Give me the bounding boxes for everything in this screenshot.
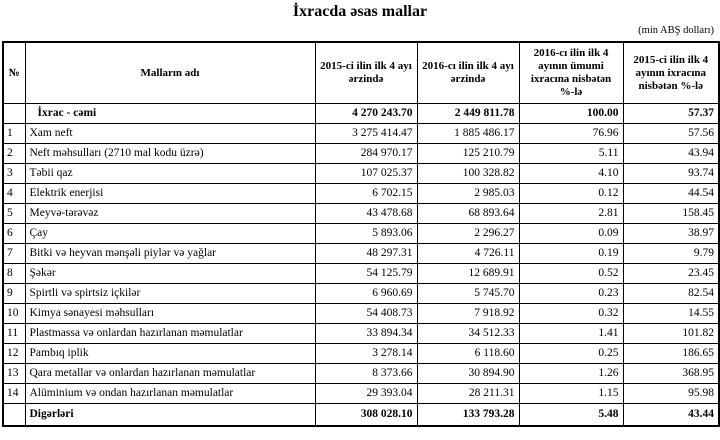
cell-2016: 68 893.64 xyxy=(417,204,519,224)
total-share: 100.00 xyxy=(519,104,623,124)
others-no xyxy=(3,404,25,427)
cell-2016: 100 328.82 xyxy=(417,164,519,184)
cell-2015: 54 125.79 xyxy=(315,264,417,284)
cell-2016: 7 918.92 xyxy=(417,304,519,324)
cell-ratio: 14.55 xyxy=(623,304,719,324)
cell-ratio: 43.94 xyxy=(623,144,719,164)
cell-ratio: 101.82 xyxy=(623,324,719,344)
cell-share: 0.25 xyxy=(519,344,623,364)
cell-2015: 29 393.04 xyxy=(315,384,417,404)
cell-share: 0.32 xyxy=(519,304,623,324)
cell-2015: 6 960.69 xyxy=(315,284,417,304)
cell-name: Şəkər xyxy=(25,264,315,284)
cell-2016: 4 726.11 xyxy=(417,244,519,264)
cell-name: Bitki və heyvan mənşəli piylər və yağlar xyxy=(25,244,315,264)
others-share: 5.48 xyxy=(519,404,623,427)
table-row xyxy=(3,264,719,284)
table-row xyxy=(3,324,719,344)
total-2015: 4 270 243.70 xyxy=(315,104,417,124)
others-name: Digərləri xyxy=(25,404,315,427)
cell-ratio: 158.45 xyxy=(623,204,719,224)
cell-2016: 2 985.03 xyxy=(417,184,519,204)
total-ratio: 57.37 xyxy=(623,104,719,124)
cell-2016: 6 118.60 xyxy=(417,344,519,364)
cell-name: Alüminium və ondan hazırlanan məmulatlar xyxy=(25,384,315,404)
cell-share: 5.11 xyxy=(519,144,623,164)
table-row xyxy=(3,384,719,404)
table-row xyxy=(3,184,719,204)
cell-share: 0.23 xyxy=(519,284,623,304)
header-share: 2016-cı ilin ilk 4 ayının ümumi ixracına nisbətən %-lə xyxy=(519,42,623,104)
cell-name: Kimya sənayesi məhsulları xyxy=(25,304,315,324)
others-2016: 133 793.28 xyxy=(417,404,519,427)
cell-no: 4 xyxy=(3,184,25,204)
cell-no: 3 xyxy=(3,164,25,184)
cell-2016: 2 296.27 xyxy=(417,224,519,244)
cell-2015: 107 025.37 xyxy=(315,164,417,184)
cell-2015: 5 893.06 xyxy=(315,224,417,244)
cell-2016: 34 512.33 xyxy=(417,324,519,344)
others-2015: 308 028.10 xyxy=(315,404,417,427)
cell-2016: 28 211.31 xyxy=(417,384,519,404)
table-row xyxy=(3,284,719,304)
total-no xyxy=(3,104,25,124)
unit-label: (min ABŞ dolları) xyxy=(638,25,714,36)
cell-name: Neft məhsulları (2710 mal kodu üzrə) xyxy=(25,144,315,164)
cell-2015: 3 278.14 xyxy=(315,344,417,364)
cell-share: 0.12 xyxy=(519,184,623,204)
others-ratio: 43.44 xyxy=(623,404,719,427)
total-name: İxrac - cəmi xyxy=(25,104,315,124)
page-title: İxracda əsas mallar xyxy=(292,3,428,20)
cell-name: Elektrik enerjisi xyxy=(25,184,315,204)
cell-ratio: 82.54 xyxy=(623,284,719,304)
total-2016: 2 449 811.78 xyxy=(417,104,519,124)
table-row xyxy=(3,124,719,144)
table-row xyxy=(3,304,719,324)
table-row xyxy=(3,244,719,264)
cell-no: 13 xyxy=(3,364,25,384)
cell-name: Meyvə-tərəvəz xyxy=(25,204,315,224)
cell-no: 6 xyxy=(3,224,25,244)
others-row xyxy=(3,404,719,427)
cell-share: 1.26 xyxy=(519,364,623,384)
table-row xyxy=(3,204,719,224)
cell-share: 76.96 xyxy=(519,124,623,144)
cell-no: 9 xyxy=(3,284,25,304)
cell-2015: 8 373.66 xyxy=(315,364,417,384)
cell-no: 14 xyxy=(3,384,25,404)
cell-no: 1 xyxy=(3,124,25,144)
cell-2015: 6 702.15 xyxy=(315,184,417,204)
cell-ratio: 9.79 xyxy=(623,244,719,264)
cell-no: 2 xyxy=(3,144,25,164)
header-name: Malların adı xyxy=(25,42,315,104)
cell-name: Təbii qaz xyxy=(25,164,315,184)
cell-share: 0.09 xyxy=(519,224,623,244)
cell-2015: 3 275 414.47 xyxy=(315,124,417,144)
header-2015: 2015-ci ilin ilk 4 ayı ərzində xyxy=(315,42,417,104)
cell-ratio: 186.65 xyxy=(623,344,719,364)
cell-ratio: 23.45 xyxy=(623,264,719,284)
cell-ratio: 95.98 xyxy=(623,384,719,404)
cell-no: 7 xyxy=(3,244,25,264)
table-row xyxy=(3,144,719,164)
table-row xyxy=(3,224,719,244)
table-row xyxy=(3,344,719,364)
cell-share: 0.19 xyxy=(519,244,623,264)
cell-share: 4.10 xyxy=(519,164,623,184)
table-row xyxy=(3,164,719,184)
cell-2016: 125 210.79 xyxy=(417,144,519,164)
cell-no: 5 xyxy=(3,204,25,224)
cell-2015: 48 297.31 xyxy=(315,244,417,264)
cell-share: 2.81 xyxy=(519,204,623,224)
cell-share: 1.41 xyxy=(519,324,623,344)
cell-2016: 30 894.90 xyxy=(417,364,519,384)
exports-table xyxy=(2,41,720,427)
cell-name: Pambıq iplik xyxy=(25,344,315,364)
cell-2016: 12 689.91 xyxy=(417,264,519,284)
cell-2015: 43 478.68 xyxy=(315,204,417,224)
cell-2015: 54 408.73 xyxy=(315,304,417,324)
cell-2015: 284 970.17 xyxy=(315,144,417,164)
header-2016: 2016-cı ilin ilk 4 ayı ərzində xyxy=(417,42,519,104)
cell-ratio: 93.74 xyxy=(623,164,719,184)
cell-ratio: 368.95 xyxy=(623,364,719,384)
cell-2015: 33 894.34 xyxy=(315,324,417,344)
cell-ratio: 38.97 xyxy=(623,224,719,244)
header-no: № xyxy=(3,42,25,104)
cell-name: Plastmassa və onlardan hazırlanan məmulatlar xyxy=(25,324,315,344)
cell-no: 8 xyxy=(3,264,25,284)
cell-name: Çay xyxy=(25,224,315,244)
total-row xyxy=(3,104,719,124)
cell-no: 11 xyxy=(3,324,25,344)
cell-share: 0.52 xyxy=(519,264,623,284)
cell-name: Spirtli və spirtsiz içkilər xyxy=(25,284,315,304)
cell-2016: 1 885 486.17 xyxy=(417,124,519,144)
cell-name: Qara metallar və onlardan hazırlanan məmulatlar xyxy=(25,364,315,384)
cell-2016: 5 745.70 xyxy=(417,284,519,304)
header-row xyxy=(3,42,719,104)
cell-ratio: 57.56 xyxy=(623,124,719,144)
cell-name: Xam neft xyxy=(25,124,315,144)
header-ratio: 2015-ci ilin ilk 4 ayının ixracına nisbətən %-lə xyxy=(623,42,719,104)
cell-no: 10 xyxy=(3,304,25,324)
cell-ratio: 44.54 xyxy=(623,184,719,204)
cell-share: 1.15 xyxy=(519,384,623,404)
cell-no: 12 xyxy=(3,344,25,364)
table-row xyxy=(3,364,719,384)
